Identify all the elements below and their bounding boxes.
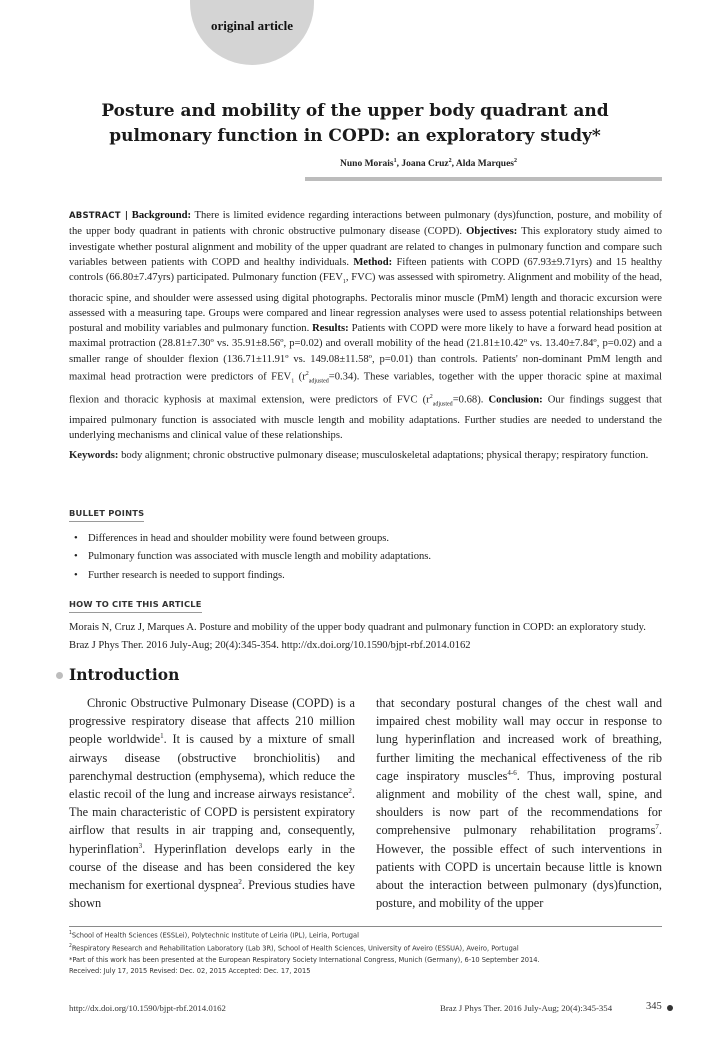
intro-text: . Hyperinflation develops early in the course of the disease and has been considered the key mechanism for exertional dyspnea — [69, 841, 355, 893]
results-text-cont: (r — [294, 371, 306, 383]
superscript: 2 — [429, 394, 433, 401]
method-text: Fifteen patients with COPD (67.93±9.71yrs) and 15 healthy controls (66.80±7.47yrs) participated. Pulmonary function (FEV — [69, 256, 662, 284]
reference-link[interactable]: 4-6 — [507, 768, 517, 777]
footnote-mark: 1 — [69, 930, 72, 936]
results-text-cont: =0.68). — [452, 394, 484, 406]
bullet-item: • Further research is needed to support findings. — [74, 567, 431, 585]
introduction-heading: Introduction — [69, 665, 180, 684]
how-to-cite-heading: HOW TO CITE THIS ARTICLE — [69, 599, 202, 613]
intro-column-right — [376, 694, 662, 912]
author-list: Nuno Morais$^1$, Joana Cruz$^2$, Alda Marques$^2$ — [340, 158, 517, 170]
author-name[interactable]: Joana Cruz — [401, 159, 449, 170]
objectives-text: This exploratory study aimed to investigate whether postural alignment and mobility of the upper quadrant are related to changes in pulmonary function and compare such variables between patients with COPD and healthy individuals. — [69, 226, 663, 268]
footnote-text: School of Health Sciences (ESSLei), Polytechnic Institute of Leiria (IPL), Leiria, Portugal — [71, 930, 359, 940]
article-type-badge — [190, 0, 314, 65]
footnotes — [69, 928, 669, 977]
objectives-label: Objectives: — [466, 226, 518, 238]
author-name[interactable]: Alda Marques — [455, 159, 514, 170]
footnote-divider — [69, 926, 662, 927]
background-label: Background: — [131, 210, 192, 221]
intro-text: Chronic Obstructive Pulmonary Disease (COPD) is a progressive respiratory disease that affects 210 million people worldwide — [69, 696, 355, 747]
page-dot-icon — [667, 1005, 673, 1011]
superscript: 2 — [305, 371, 309, 378]
abstract — [69, 208, 662, 444]
author-name[interactable]: Nuno Morais — [340, 159, 394, 170]
intro-text: . The main characteristic of COPD is persistent expiratory airflow that results in air trapping and, consequently, hyperinflation — [69, 787, 355, 856]
bullet-list — [74, 530, 431, 585]
background-text: There is limited evidence regarding interactions between pulmonary (dys)function, posture, and mobility of the upper body quadrant in patients with chronic obstructive pulmonary disease (COPD). — [69, 210, 662, 238]
section-bullet-icon — [56, 672, 63, 679]
keywords-label: Keywords: — [69, 450, 119, 461]
article-type-label: original article — [211, 18, 293, 33]
keywords — [69, 448, 662, 463]
intro-column-left — [69, 694, 355, 912]
results-text-cont: =0.34). These variables, together with the upper thoracic spine at maximal flexion and thoracic kyphosis at maximal extension, were predictors of FVC (r — [69, 371, 662, 406]
page-number: 345 — [646, 1001, 662, 1012]
footer-journal-info: Braz J Phys Ther. 2016 July-Aug; 20(4):345-354 — [440, 1003, 613, 1013]
reference-link[interactable]: 2 — [348, 786, 352, 795]
footnote-presentation: *Part of this work has been presented at the European Respiratory Society International Congress, Munich (Germany), 6-10 September 2014. — [69, 954, 540, 964]
subscript: 1 — [342, 279, 346, 286]
conclusion-text: Our findings suggest that impaired pulmonary function is associated with muscle length and mobility adaptations. Further studies are needed to understand the underlying mechanisms and clinical value of these relationships. — [69, 394, 662, 442]
bullet-points-heading: BULLET POINTS — [69, 508, 144, 522]
footnote-affiliation-2 — [69, 941, 669, 954]
subscript: adjusted — [308, 378, 329, 385]
intro-text: that secondary postural changes of the chest wall and impaired chest mobility wall may occur in response to lung hyperinflation and increased work of breathing, further limiting the mechanical effectiveness of the rib cage inspiratory muscles — [376, 696, 662, 783]
intro-text: . It is caused by a mixture of small airways disease (obstructive bronchiolitis) and parenchymal destruction (emphysema), which reduce the elastic recoil of the lung and increase airways resistance — [69, 732, 355, 802]
keywords-text: body alignment; chronic obstructive pulmonary disease; musculoskeletal adaptations; physical therapy; respiratory function. — [121, 450, 649, 461]
method-text-cont: , FVC) was assessed with spirometry. Alignment and mobility of the head, thoracic spine, and shoulder were assessed using digital photographs. Pectoralis minor muscle (PmM) length and thoracic excursion were assessed with a measuring tape. Groups were compared and linear regression analyses were used to assess potential relationships between postural and mobility variables and pulmonary function. — [69, 272, 662, 335]
intro-text: . However, the possible effect of such interventions in patients with COPD is uncertain because little is known about the interaction between pulmonary (dys)function, posture, and mobility of the upper — [376, 823, 662, 911]
bullet-item: • Pulmonary function was associated with muscle length and mobility adaptations. — [74, 548, 431, 566]
author-affiliation-mark: 2 — [448, 158, 452, 164]
subscript: adjusted — [432, 401, 453, 408]
author-affiliation-mark: 2 — [514, 158, 517, 164]
author-affiliation-mark: 1 — [393, 158, 397, 164]
intro-text: . Thus, improving postural alignment and mobility of the chest wall, spine, and shoulders is now part of the recommendations for comprehensive pulmonary rehabilitation programs — [376, 768, 662, 838]
reference-link[interactable]: 1 — [160, 732, 164, 741]
footnote-mark: 2 — [69, 942, 72, 949]
reference-link[interactable]: 7 — [655, 823, 659, 832]
article-title: Posture and mobility of the upper body quadrant and pulmonary function in COPD: an exploratory study* — [101, 101, 609, 146]
reference-link[interactable]: 2 — [238, 877, 242, 886]
footnote-dates: Received: July 17, 2015 Revised: Dec. 02, 2015 Accepted: Dec. 17, 2015 — [69, 966, 311, 976]
results-label: Results: — [312, 323, 349, 335]
citation-text[interactable]: Morais N, Cruz J, Marques A. Posture and mobility of the upper body quadrant and pulmonary function in COPD: an exploratory study. Braz J Phys Ther. 2016 July-Aug; 20(4):345-354. http://dx.doi.org/10.1590/bjpt-rbf.2014.0162 — [69, 622, 646, 651]
abstract-label: ABSTRACT | — [69, 211, 129, 221]
method-label: Method: — [353, 256, 393, 268]
conclusion-label: Conclusion: — [488, 394, 543, 406]
author-divider — [305, 177, 662, 181]
intro-text: . Previous studies have shown — [69, 878, 355, 911]
footnote-affiliation-1 — [69, 928, 669, 941]
subscript: 1 — [291, 378, 295, 385]
results-text: Patients with COPD were more likely to have a forward head position at maximal protraction (28.81±7.30º vs. 35.91±8.56º, p=0.02) and overall mobility of the head (21.81±10.42º vs. 13.40±7.84º, p=0.02) and a smaller range of shoulder flexion (136.71±11.91º vs. 149.08±11.58º, p=0.01) than controls. Patients' non-dominant PmM length and maximal head protraction were predictors of FEV — [69, 323, 662, 383]
bullet-item: • Differences in head and shoulder mobility were found between groups. — [74, 530, 431, 548]
footnote-text: Respiratory Research and Rehabilitation Laboratory (Lab 3R), School of Health Sciences, University of Aveiro (ESSUA), Aveiro, Portugal — [71, 943, 519, 953]
footer-doi-link[interactable]: http://dx.doi.org/10.1590/bjpt-rbf.2014.0162 — [69, 1003, 226, 1013]
reference-link[interactable]: 3 — [138, 841, 143, 850]
